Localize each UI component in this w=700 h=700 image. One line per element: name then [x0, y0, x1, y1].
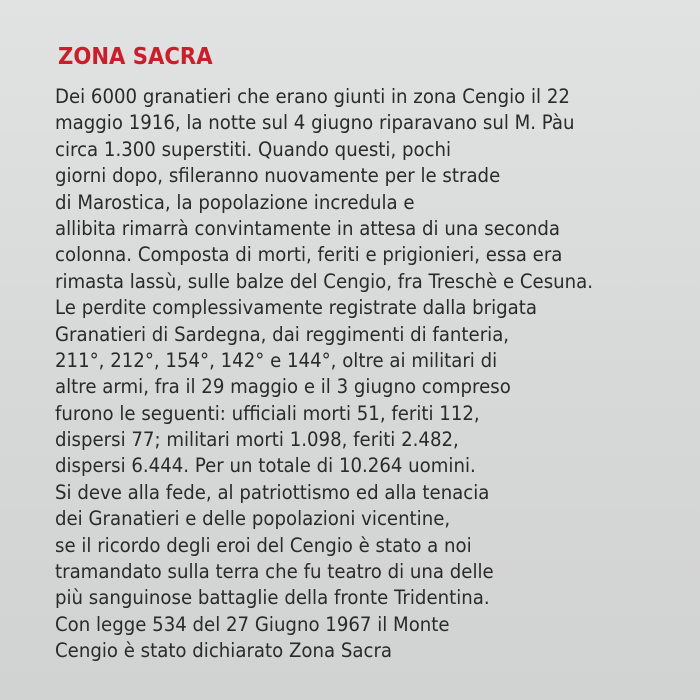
- text-line: Con legge 534 del 27 Giugno 1967 il Monte: [55, 612, 450, 636]
- text-line: Dei 6000 granatieri che erano giunti in zona Cengio il 22: [55, 85, 570, 108]
- text-line: altre armi, fra il 29 maggio e il 3 giugno compreso: [55, 375, 511, 399]
- text-line: Cengio è stato dichiarato Zona Sacra: [55, 639, 393, 663]
- text-line: Le perdite complessivamente registrate dalla brigata: [55, 296, 538, 320]
- text-line: di Marostica, la popolazione incredula e: [55, 190, 415, 214]
- text-line: se il ricordo degli eroi del Cengio è stato a noi: [55, 533, 472, 557]
- text-line: Si deve alla fede, al patriottismo ed alla tenacia: [55, 480, 490, 504]
- text-line: tramandato sulla terra che fu teatro di una delle: [55, 560, 494, 584]
- text-line: dispersi 77; militari morti 1.098, feriti 2.482,: [55, 428, 459, 452]
- text-line: colonna. Composta di morti, feriti e prigionieri, essa era: [55, 243, 563, 267]
- text-line: circa 1.300 superstiti. Quando questi, pochi: [55, 137, 452, 161]
- text-line: dei Granatieri e delle popolazioni vicentine,: [55, 507, 451, 531]
- text-line: furono le seguenti: ufficiali morti 51, feriti 112,: [55, 401, 480, 425]
- text-line: dispersi 6.444. Per un totale di 10.264 uomini.: [55, 454, 476, 478]
- text-line: 211°, 212°, 154°, 142° e 144°, oltre ai militari di: [55, 348, 498, 372]
- panel-title: ZONA SACRA: [58, 44, 213, 70]
- panel-body-text: [55, 84, 695, 665]
- text-line: più sanguinose battaglie della fronte Tridentina.: [55, 586, 490, 610]
- text-line: giorni dopo, sfileranno nuovamente per le strade: [55, 164, 501, 188]
- text-line: Granatieri di Sardegna, dai reggimenti di fanteria,: [55, 322, 510, 346]
- text-line: rimasta lassù, sulle balze del Cengio, fra Treschè e Cesuna.: [55, 269, 594, 293]
- text-line: allibita rimarrà convintamente in attesa di una seconda: [55, 216, 561, 240]
- text-line: maggio 1916, la notte sul 4 giugno riparavano sul M. Pàu: [55, 111, 575, 135]
